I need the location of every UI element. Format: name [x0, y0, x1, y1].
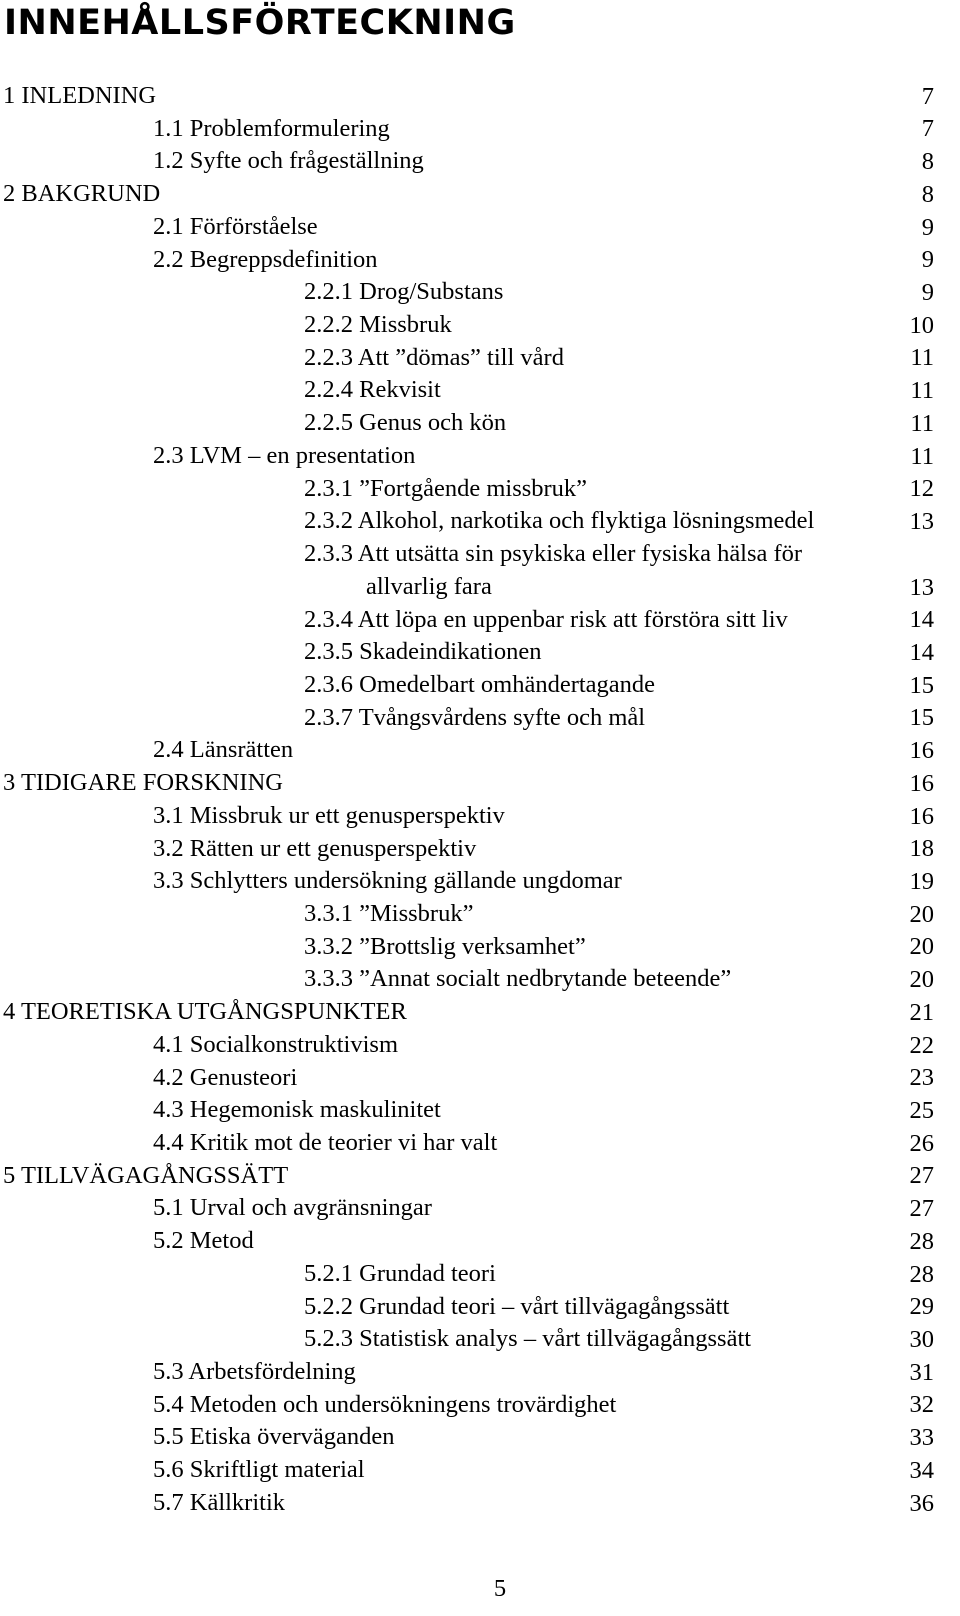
toc-entry-text: Grundad teori [359, 1259, 496, 1287]
toc-entry-label [153, 114, 390, 144]
toc-entry-number: 2.2.3 [304, 343, 353, 371]
toc-entry-text: Schlytters undersökning gällande ungdomar [189, 867, 622, 895]
toc-entry-text: ”Brottslig verksamhet” [359, 932, 586, 960]
toc-entry-page: 16 [909, 737, 934, 765]
toc-entry-text: Etiska överväganden [189, 1423, 395, 1451]
toc-entry-number: 3.3.3 [304, 965, 353, 993]
toc-entry-label [304, 1259, 496, 1289]
toc-entry[interactable] [0, 474, 960, 507]
toc-entry-text: Hegemonisk maskulinitet [189, 1096, 441, 1124]
toc-entry-label [304, 310, 452, 340]
toc-entry-number: 4 [3, 998, 16, 1026]
toc-entry-label [153, 735, 293, 765]
toc-entry[interactable] [0, 441, 960, 474]
toc-entry-number: 3.3 [153, 867, 184, 895]
toc-entry-text: Rätten ur ett genusperspektiv [189, 834, 477, 862]
toc-entry-number: 5.2.2 [304, 1292, 353, 1320]
toc-entry-page: 36 [909, 1489, 934, 1517]
toc-entry-number: 1 [3, 82, 16, 109]
toc-entry-label [304, 964, 731, 994]
toc-entry[interactable] [0, 310, 960, 343]
toc-entry-number: 5.2.3 [304, 1325, 353, 1353]
toc-entry[interactable] [0, 1030, 960, 1063]
toc-entry-number: 4.2 [153, 1063, 184, 1091]
toc-entry-page: 27 [909, 1195, 934, 1223]
toc-entry-number: 3.2 [153, 834, 184, 862]
table-of-contents [0, 81, 960, 1521]
toc-entry-label [304, 277, 503, 307]
toc-entry[interactable] [0, 801, 960, 834]
toc-entry-page: 15 [909, 671, 934, 699]
toc-entry-text: Begreppsdefinition [189, 245, 378, 273]
toc-entry-page: 30 [909, 1326, 934, 1354]
toc-entry[interactable] [0, 834, 960, 867]
toc-entry-number: 5.4 [153, 1390, 184, 1418]
toc-entry-number: 2.3.2 [304, 507, 353, 535]
toc-entry-label [304, 1324, 751, 1354]
toc-entry-text: Drog/Substans [359, 278, 504, 306]
toc-entry-number: 2.3.3 [304, 540, 353, 568]
toc-entry-number: 5.1 [153, 1194, 184, 1222]
toc-entry-label [153, 245, 378, 275]
toc-entry-page: 28 [909, 1260, 934, 1288]
toc-entry-label [153, 1455, 365, 1485]
toc-entry[interactable] [0, 1259, 960, 1292]
toc-entry-label [153, 212, 318, 242]
toc-entry-label [3, 179, 160, 209]
toc-entry-text: ”Missbruk” [359, 899, 474, 927]
toc-entry-label [304, 474, 587, 504]
toc-entry-number: 2 [3, 180, 16, 208]
toc-entry[interactable] [0, 506, 960, 539]
toc-entry-number: 1.1 [153, 114, 184, 142]
toc-entry[interactable] [0, 245, 960, 278]
toc-entry-label [153, 441, 415, 471]
toc-entry-text: Skadeindikationen [359, 638, 542, 666]
toc-entry-label [153, 1422, 395, 1452]
toc-entry-page: 16 [909, 802, 934, 830]
toc-entry[interactable] [0, 375, 960, 408]
toc-entry-text-continued: allvarlig fara [366, 572, 492, 600]
toc-entry[interactable] [0, 1161, 960, 1194]
toc-entry[interactable] [0, 866, 960, 899]
toc-entry[interactable] [0, 932, 960, 965]
toc-entry-page: 22 [909, 1031, 934, 1059]
toc-entry-text: INLEDNING [21, 82, 157, 109]
toc-entry-text: Att löpa en uppenbar risk att förstöra sitt liv [357, 605, 788, 633]
toc-entry-number: 5.6 [153, 1456, 184, 1484]
toc-entry[interactable] [0, 1357, 960, 1390]
toc-entry-text: Syfte och frågeställning [189, 147, 424, 175]
toc-entry-page: 26 [909, 1129, 934, 1157]
toc-entry-page: 13 [909, 508, 934, 536]
toc-entry-label [153, 1030, 398, 1060]
toc-entry-label [304, 538, 874, 603]
toc-entry[interactable] [0, 1063, 960, 1096]
toc-entry-label [3, 81, 156, 111]
toc-entry[interactable] [0, 408, 960, 441]
toc-entry-number: 3.1 [153, 801, 184, 829]
toc-entry-text: LVM – en presentation [189, 441, 416, 469]
toc-entry-label [3, 997, 407, 1027]
toc-entry-text: Omedelbart omhändertagande [359, 670, 656, 698]
toc-entry-number: 5 [3, 1161, 16, 1189]
toc-entry-number: 2.2.1 [304, 278, 353, 306]
toc-entry-text: Missbruk ur ett genusperspektiv [189, 801, 505, 829]
toc-entry-number: 2.1 [153, 212, 184, 240]
toc-entry[interactable] [0, 670, 960, 703]
toc-entry-page: 14 [909, 606, 934, 634]
toc-entry-page: 20 [909, 966, 934, 994]
toc-entry[interactable] [0, 997, 960, 1030]
toc-entry[interactable] [0, 114, 960, 147]
toc-entry-label [153, 1063, 297, 1093]
toc-entry-text: Metod [189, 1227, 254, 1255]
toc-entry-text: Arbetsfördelning [188, 1358, 356, 1386]
toc-entry-page: 25 [909, 1097, 934, 1125]
toc-entry[interactable] [0, 277, 960, 310]
toc-entry-label [304, 375, 441, 405]
toc-entry-text: Att ”dömas” till vård [357, 343, 564, 371]
toc-entry-number: 2.3.1 [304, 474, 353, 502]
toc-entry-page: 29 [909, 1293, 934, 1321]
toc-entry-label [304, 703, 645, 733]
toc-entry-label [304, 899, 473, 929]
toc-entry-number: 5.7 [153, 1488, 184, 1516]
toc-entry-page: 31 [909, 1358, 934, 1386]
toc-entry-text: Genusteori [189, 1063, 298, 1091]
toc-entry[interactable] [0, 1488, 960, 1521]
toc-entry-page: 23 [909, 1064, 934, 1092]
toc-entry-label [304, 506, 814, 536]
toc-entry[interactable] [0, 1193, 960, 1226]
toc-entry-label [304, 637, 541, 667]
toc-entry[interactable] [0, 1292, 960, 1325]
toc-entry-text: TIDIGARE FORSKNING [20, 769, 283, 797]
toc-entry-text: Förförståelse [189, 212, 318, 240]
toc-entry-label [153, 1128, 497, 1158]
toc-entry-number: 2.2.2 [304, 311, 353, 339]
toc-entry-text: Genus och kön [359, 409, 507, 437]
toc-entry-number: 5.2.1 [304, 1259, 353, 1287]
toc-entry-page: 11 [910, 442, 934, 470]
toc-entry-page: 20 [909, 933, 934, 961]
toc-entry-label [153, 1193, 432, 1223]
toc-entry-number: 3.3.2 [304, 932, 353, 960]
toc-entry[interactable] [0, 637, 960, 670]
toc-entry-page: 27 [909, 1162, 934, 1190]
toc-entry-number: 4.4 [153, 1129, 184, 1157]
toc-entry-text: Kritik mot de teorier vi har valt [189, 1129, 498, 1157]
toc-entry-text: Källkritik [189, 1488, 286, 1516]
toc-entry[interactable] [0, 1422, 960, 1455]
page-title: INNEHÅLLSFÖRTECKNING [4, 3, 516, 43]
toc-entry-page: 9 [921, 213, 934, 241]
toc-entry-page: 20 [909, 900, 934, 928]
toc-entry-text: ”Annat socialt nedbrytande beteende” [359, 965, 732, 993]
toc-entry-page: 33 [909, 1424, 934, 1452]
toc-entry-text: TEORETISKA UTGÅNGSPUNKTER [20, 998, 407, 1026]
toc-entry-page: 16 [909, 769, 934, 797]
toc-entry[interactable] [0, 768, 960, 801]
toc-entry-number: 4.1 [153, 1030, 184, 1058]
toc-entry-number: 2.3.5 [304, 638, 353, 666]
toc-entry-number: 4.3 [153, 1096, 184, 1124]
toc-entry-number: 1.2 [153, 147, 184, 175]
toc-entry-number: 5.3 [153, 1358, 184, 1386]
toc-entry-label [304, 408, 506, 438]
toc-entry-label [153, 1357, 356, 1387]
toc-entry-text: Grundad teori – vårt tillvägagångssätt [359, 1292, 730, 1320]
toc-entry-label [153, 1390, 616, 1420]
toc-entry-number: 2.3.4 [304, 605, 353, 633]
toc-entry-text: Tvångsvårdens syfte och mål [358, 703, 646, 731]
toc-entry-label [153, 834, 476, 864]
toc-entry-number: 5.5 [153, 1423, 184, 1451]
toc-entry-number: 3 [3, 769, 16, 797]
toc-entry-page: 7 [921, 115, 934, 143]
toc-entry-number: 2.4 [153, 736, 184, 764]
toc-entry[interactable] [0, 1455, 960, 1488]
toc-entry[interactable] [0, 343, 960, 376]
toc-entry[interactable] [0, 605, 960, 638]
toc-entry-page: 28 [909, 1227, 934, 1255]
toc-entry-text: BAKGRUND [21, 180, 161, 208]
toc-entry-label [153, 1488, 285, 1518]
toc-entry-number: 2.2.5 [304, 409, 353, 437]
toc-entry-number: 2.2.4 [304, 376, 353, 404]
toc-entry[interactable] [0, 1128, 960, 1161]
toc-entry-label [153, 1095, 441, 1125]
toc-entry-page: 8 [921, 180, 934, 208]
toc-entry-label [3, 768, 283, 798]
toc-entry-text: Metoden och undersökningens trovärdighet [189, 1390, 617, 1418]
toc-entry[interactable] [0, 964, 960, 997]
toc-entry-text: Alkohol, narkotika och flyktiga lösningsmedel [357, 507, 815, 535]
toc-entry[interactable] [0, 146, 960, 179]
toc-entry-label [304, 670, 655, 700]
toc-entry[interactable] [0, 1324, 960, 1357]
toc-entry-page: 10 [909, 311, 934, 339]
page-number: 5 [493, 1575, 507, 1602]
toc-entry-page: 13 [909, 573, 934, 601]
toc-entry-text: Problemformulering [189, 114, 390, 142]
toc-entry[interactable] [0, 539, 960, 604]
toc-entry-label [3, 1161, 288, 1191]
toc-entry-number: 2.3 [153, 441, 184, 469]
toc-entry-text: Att utsätta sin psykiska eller fysiska hälsa för [357, 540, 803, 568]
toc-entry-page: 11 [910, 377, 934, 405]
toc-entry-page: 11 [910, 409, 934, 437]
toc-entry[interactable] [0, 735, 960, 768]
toc-entry-text: ”Fortgående missbruk” [359, 474, 588, 502]
toc-entry-page: 12 [909, 475, 934, 503]
toc-entry-page: 34 [909, 1456, 934, 1484]
toc-entry-text: Urval och avgränsningar [189, 1194, 432, 1222]
toc-entry-label [153, 1226, 254, 1256]
toc-entry-page: 19 [909, 867, 934, 895]
toc-entry-page: 9 [921, 279, 934, 307]
toc-entry[interactable] [0, 1095, 960, 1128]
toc-entry-text: Socialkonstruktivism [189, 1030, 398, 1058]
toc-entry-page: 21 [909, 998, 934, 1026]
toc-entry-label [153, 801, 505, 831]
toc-entry[interactable] [0, 1390, 960, 1423]
toc-entry-number: 2.3.7 [304, 703, 353, 731]
toc-entry-number: 2.3.6 [304, 670, 353, 698]
toc-entry-label [304, 932, 586, 962]
toc-entry-page: 14 [909, 638, 934, 666]
toc-entry-text: Skriftligt material [189, 1456, 365, 1484]
toc-entry-page: 32 [909, 1391, 934, 1419]
toc-entry[interactable] [0, 81, 960, 114]
toc-entry-text: TILLVÄGAGÅNGSSÄTT [20, 1161, 289, 1189]
toc-entry[interactable] [0, 212, 960, 245]
toc-entry-text: Statistisk analys – vårt tillvägagångssätt [359, 1325, 752, 1353]
toc-entry-text: Missbruk [359, 311, 452, 339]
toc-entry-label [153, 146, 424, 176]
toc-entry-page: 9 [921, 246, 934, 274]
toc-entry-label [304, 605, 788, 635]
toc-entry-label [304, 1292, 729, 1322]
toc-entry[interactable] [0, 899, 960, 932]
toc-entry-page: 18 [909, 835, 934, 863]
toc-entry[interactable] [0, 179, 960, 212]
toc-entry-page: 15 [909, 704, 934, 732]
toc-entry-label [304, 343, 564, 373]
toc-entry[interactable] [0, 703, 960, 736]
toc-entry-number: 5.2 [153, 1227, 184, 1255]
toc-entry-number: 2.2 [153, 245, 184, 273]
toc-entry-text: Länsrätten [189, 736, 294, 764]
toc-entry[interactable] [0, 1226, 960, 1259]
toc-entry-text: Rekvisit [359, 376, 441, 404]
toc-entry-number: 3.3.1 [304, 899, 353, 927]
toc-entry-label [153, 866, 622, 896]
toc-entry-page: 7 [921, 82, 934, 110]
toc-entry-page: 8 [921, 148, 934, 176]
toc-entry-page: 11 [910, 344, 934, 372]
